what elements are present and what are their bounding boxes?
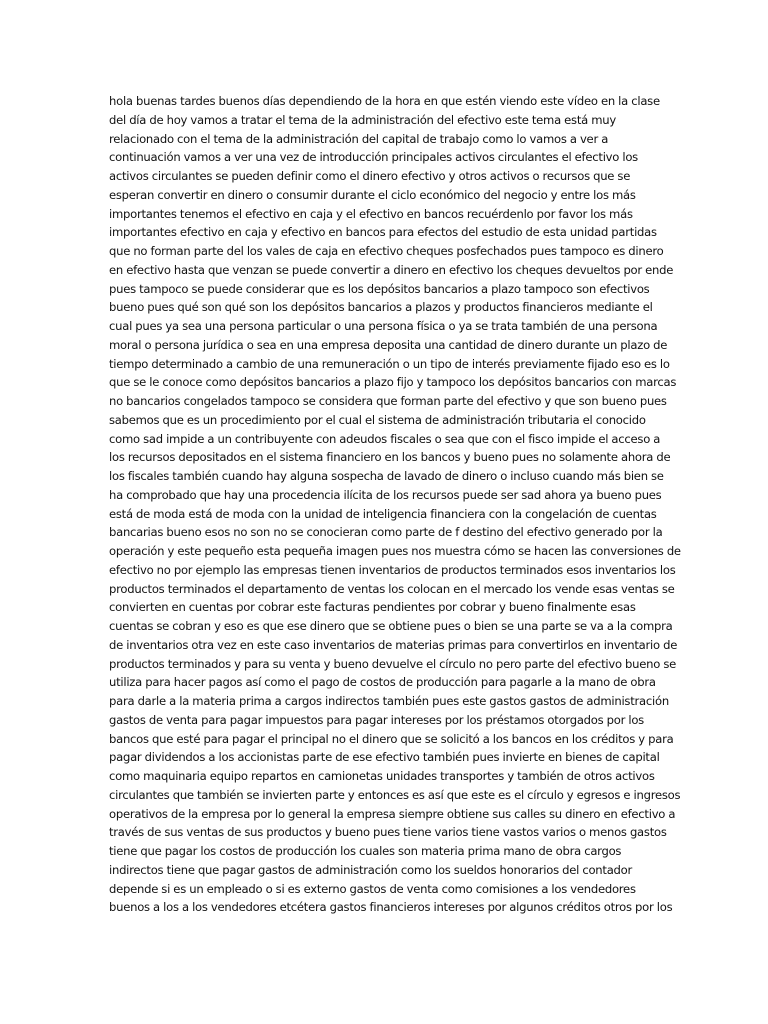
text-line: importantes efectivo en caja y efectivo en bancos para efectos del estudio de esta unidad partidas: [109, 225, 657, 240]
text-line: cual pues ya sea una persona particular o una persona física o ya se trata también de una persona: [109, 319, 658, 333]
text-line: importantes tenemos el efectivo en caja y el efectivo en bancos recuérdenlo por favor los más: [109, 206, 633, 221]
text-line: pues tampoco se puede considerar que es los depósitos bancarios a plazo tampoco son efectivos: [109, 281, 650, 296]
text-line: que no forman parte del los vales de caja en efectivo cheques posfechados pues tampoco es dinero: [109, 244, 664, 258]
text-line: tiempo determinado a cambio de una remuneración o un tipo de interés previamente fijado eso es lo: [109, 356, 670, 371]
text-line: circulantes que también se invierten parte y entonces es así que este es el círculo y egresos e ingresos: [109, 787, 681, 802]
text-line: activos circulantes se pueden definir como el dinero efectivo y otros activos o recursos que se: [109, 169, 631, 183]
text-line: del día de hoy vamos a tratar el tema de la administración del efectivo este tema está muy: [109, 112, 616, 127]
text-line: no bancarios congelados tampoco se considera que forman parte del efectivo y que son bueno pues: [109, 394, 667, 408]
text-line: depende si es un empleado o si es externo gastos de venta como comisiones a los vendedores: [109, 881, 636, 896]
text-line: bueno pues qué son qué son los depósitos bancarios a plazos y productos financieros mediante el: [109, 300, 653, 315]
text-line: de inventarios otra vez en este caso inventarios de materias primas para convertirlos en inventario de: [109, 637, 678, 652]
text-line: los recursos depositados en el sistema financiero en los bancos y bueno pues no solamente ahora de: [109, 450, 671, 465]
transcript-paragraph: [109, 92, 689, 917]
text-line: gastos de venta para pagar impuestos para pagar intereses por los préstamos otorgados por los: [109, 712, 644, 727]
text-line: bancarias bueno esos no son no se conocieran como parte de f destino del efectivo generado por la: [109, 525, 663, 540]
text-line: convierten en cuentas por cobrar este facturas pendientes por cobrar y bueno finalmente esas: [109, 600, 636, 615]
text-line: está de moda está de moda con la unidad de inteligencia financiera con la congelación de cuentas: [109, 506, 657, 521]
text-line: través de sus ventas de sus productos y bueno pues tiene varios tiene vastos varios o menos gastos: [109, 825, 667, 840]
text-line: tiene que pagar los costos de producción los cuales son materia prima mano de obra cargos: [109, 844, 622, 858]
text-line: como sad impide a un contribuyente con adeudos fiscales o sea que con el fisco impide el acceso a: [109, 431, 661, 446]
text-line: relacionado con el tema de la administración del capital de trabajo como lo vamos a ver a: [109, 131, 609, 146]
text-line: cuentas se cobran y eso es que ese dinero que se obtiene pues o bien se una parte se va a la compra: [109, 619, 673, 633]
text-line: buenos a los a los vendedores etcétera gastos financieros intereses por algunos créditos otros por los: [109, 900, 673, 915]
text-line: bancos que esté para pagar el principal no el dinero que se solicitó a los bancos en los créditos y para: [109, 731, 674, 746]
text-line: continuación vamos a ver una vez de introducción principales activos circulantes el efectivo los: [109, 150, 638, 165]
text-line: moral o persona jurídica o sea en una empresa deposita una cantidad de dinero durante un plazo de: [109, 337, 668, 352]
text-line: productos terminados y para su venta y bueno devuelve el círculo no pero parte del efectivo bueno se: [109, 656, 677, 671]
text-line: pagar dividendos a los accionistas parte de ese efectivo también pues invierte en bienes de capital: [109, 750, 660, 765]
text-line: hola buenas tardes buenos días dependiendo de la hora en que estén viendo este vídeo en la clase: [109, 94, 660, 108]
text-line: productos terminados el departamento de ventas los colocan en el mercado los vende esas ventas se: [109, 581, 675, 596]
text-line: sabemos que es un procedimiento por el cual el sistema de administración tributaria el conocido: [109, 412, 646, 427]
text-line: como maquinaria equipo repartos en camionetas unidades transportes y también de otros activos: [109, 769, 655, 783]
text-line: los fiscales también cuando hay alguna sospecha de lavado de dinero o incluso cuando más bien se: [109, 469, 664, 483]
text-line: que se le conoce como depósitos bancarios a plazo fijo y tampoco los depósitos bancarios con marcas: [109, 375, 677, 390]
text-line: esperan convertir en dinero o consumir durante el ciclo económico del negocio y entre los más: [109, 187, 636, 202]
text-line: indirectos tiene que pagar gastos de administración como los sueldos honorarios del contador: [109, 862, 633, 877]
text-line: para darle a la materia prima a cargos indirectos también pues este gastos gastos de administración: [109, 694, 669, 708]
text-line: en efectivo hasta que venzan se puede convertir a dinero en efectivo los cheques devueltos por ende: [109, 262, 674, 277]
text-line: utiliza para hacer pagos así como el pago de costos de producción para pagarle a la mano de obra: [109, 675, 656, 690]
text-line: ha comprobado que hay una procedencia ilícita de los recursos puede ser sad ahora ya bueno pues: [109, 487, 662, 502]
text-line: efectivo no por ejemplo las empresas tienen inventarios de productos terminados esos inventarios los: [109, 562, 676, 577]
text-line: operación y este pequeño esta pequeña imagen pues nos muestra cómo se hacen las conversiones de: [109, 544, 681, 558]
text-line: operativos de la empresa por lo general la empresa siempre obtiene sus calles su dinero en efectivo a: [109, 806, 676, 821]
